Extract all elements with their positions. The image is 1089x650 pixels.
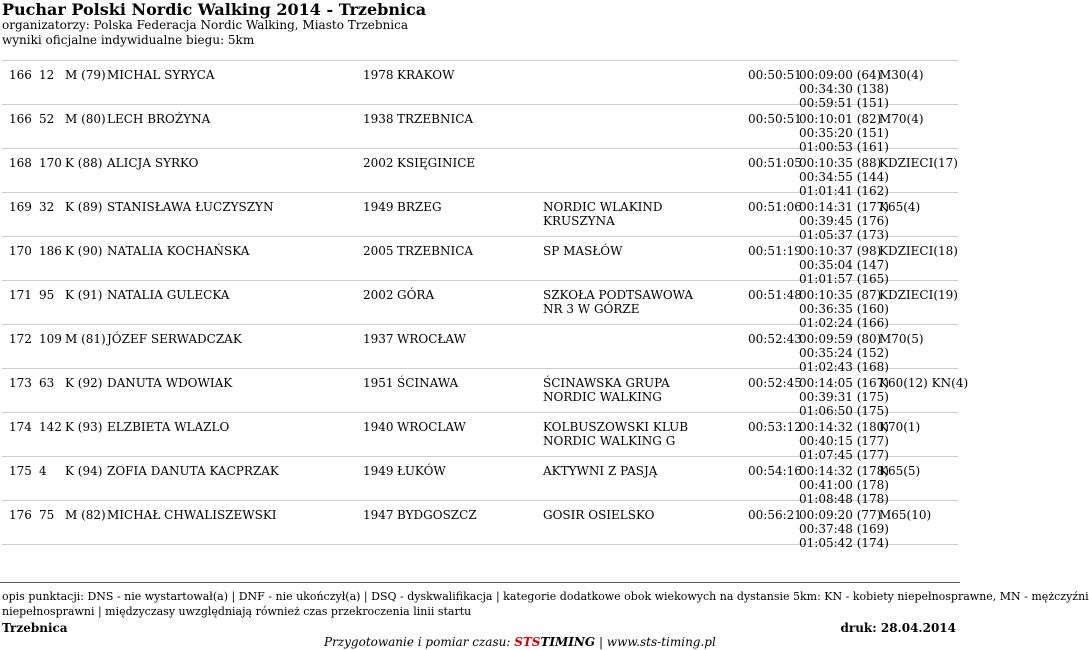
split-times-cell xyxy=(799,244,889,286)
gender-rank-cell: M (79) xyxy=(65,68,106,82)
split-time: 01:07:45 (177) xyxy=(799,448,889,462)
gender-rank-cell: M (82) xyxy=(65,508,106,522)
split-time: 00:09:20 (77) xyxy=(799,508,882,522)
bib-number-cell: 32 xyxy=(39,200,55,214)
city-cell: TRZEBNICA xyxy=(397,244,474,258)
bib-number-cell: 170 xyxy=(39,156,62,170)
runner-name-cell: MICHAŁ CHWALISZEWSKI xyxy=(107,508,277,522)
city-cell: WROCLAW xyxy=(397,420,466,434)
city-cell: KRAKOW xyxy=(397,68,455,82)
bib-number-cell: 63 xyxy=(39,376,55,390)
split-time: 00:10:35 (87) xyxy=(799,288,882,302)
gender-rank-cell: K (94) xyxy=(65,464,103,478)
split-time: 00:59:51 (151) xyxy=(799,96,889,110)
finish-time-cell: 00:53:12 xyxy=(748,420,802,434)
bib-number-cell: 186 xyxy=(39,244,62,258)
club-cell: NORDIC WLAKIND KRUSZYNA xyxy=(543,200,663,228)
split-time: 00:09:59 (80) xyxy=(799,332,882,346)
birth-year-cell: 1937 xyxy=(363,332,394,346)
split-time: 00:35:20 (151) xyxy=(799,126,889,140)
split-time: 00:09:00 (64) xyxy=(799,68,882,82)
runner-name-cell: STANISŁAWA ŁUCZYSZYN xyxy=(107,200,274,214)
birth-year-cell: 2002 xyxy=(363,156,394,170)
footer xyxy=(0,582,1089,649)
table-row xyxy=(2,149,958,198)
birth-year-cell: 1978 xyxy=(363,68,394,82)
age-category-cell: M30(4) xyxy=(879,68,924,82)
split-time: 00:14:32 (178) xyxy=(799,464,889,478)
timing-brand: TIMING xyxy=(540,635,596,649)
runner-name-cell: JÓZEF SERWADCZAK xyxy=(107,332,242,346)
gender-rank-cell: K (91) xyxy=(65,288,103,302)
table-row xyxy=(2,237,958,286)
bib-number-cell: 95 xyxy=(39,288,55,302)
runner-name-cell: ELZBIETA WLAZLO xyxy=(107,420,230,434)
gender-rank-cell: K (89) xyxy=(65,200,103,214)
print-date: druk: 28.04.2014 xyxy=(840,621,956,635)
place-cell: 176 xyxy=(9,508,32,522)
gender-rank-cell: K (90) xyxy=(65,244,103,258)
finish-time-cell: 00:51:19 xyxy=(748,244,802,258)
bib-number-cell: 75 xyxy=(39,508,55,522)
table-row xyxy=(2,501,958,550)
city-cell: WROCŁAW xyxy=(397,332,466,346)
gender-rank-cell: K (93) xyxy=(65,420,103,434)
finish-time-cell: 00:52:45 xyxy=(748,376,802,390)
results-subtitle: wyniki oficjalne indywidualne biegu: 5km xyxy=(2,33,255,47)
club-cell: AKTYWNI Z PASJĄ xyxy=(543,464,658,478)
place-cell: 173 xyxy=(9,376,32,390)
finish-time-cell: 00:50:51 xyxy=(748,112,802,126)
bib-number-cell: 142 xyxy=(39,420,62,434)
city-cell: TRZEBNICA xyxy=(397,112,474,126)
split-time: 00:14:31 (177) xyxy=(799,200,889,214)
split-time: 01:02:43 (168) xyxy=(799,360,889,374)
split-time: 01:05:37 (173) xyxy=(799,228,889,242)
split-time: 00:10:01 (82) xyxy=(799,112,882,126)
split-times-cell xyxy=(799,156,889,198)
bib-number-cell: 52 xyxy=(39,112,55,126)
timing-credit xyxy=(324,635,716,649)
split-time: 00:35:04 (147) xyxy=(799,258,889,272)
birth-year-cell: 1947 xyxy=(363,508,394,522)
bib-number-cell: 4 xyxy=(39,464,47,478)
split-time: 00:10:37 (98) xyxy=(799,244,882,258)
place-cell: 168 xyxy=(9,156,32,170)
birth-year-cell: 1949 xyxy=(363,200,394,214)
runner-name-cell: LECH BROŻYNA xyxy=(107,112,211,126)
club-cell: GOSIR OSIELSKO xyxy=(543,508,655,522)
place-cell: 166 xyxy=(9,112,32,126)
split-time: 00:40:15 (177) xyxy=(799,434,889,448)
split-times-cell xyxy=(799,112,889,154)
split-times-cell xyxy=(799,464,889,506)
age-category-cell: K65(4) xyxy=(879,200,921,214)
results-table xyxy=(2,60,969,550)
split-time: 00:41:00 (178) xyxy=(799,478,889,492)
runner-name-cell: NATALIA GULECKA xyxy=(107,288,230,302)
finish-time-cell: 00:51:06 xyxy=(748,200,802,214)
age-category-cell: KDZIECI(19) xyxy=(879,288,958,302)
birth-year-cell: 2005 xyxy=(363,244,394,258)
split-time: 00:10:35 (88) xyxy=(799,156,882,170)
split-times-cell xyxy=(799,376,889,418)
footer-location: Trzebnica xyxy=(2,621,68,635)
split-time: 01:08:48 (178) xyxy=(799,492,889,506)
split-times-cell xyxy=(799,420,889,462)
age-category-cell: M65(10) xyxy=(879,508,932,522)
scoring-legend: opis punktacji: DNS - nie wystartował(a) | DNF - nie ukończył(a) | DSQ - dyskwalifikacja | kategorie dodatkowe obok wiekowych na dystansie 5km: KN - kobiety niepełnosprawne, MN - mężczyźni xyxy=(2,590,1089,603)
table-row xyxy=(2,369,969,418)
runner-name-cell: DANUTA WDOWIAK xyxy=(107,376,233,390)
birth-year-cell: 1938 xyxy=(363,112,394,126)
table-row xyxy=(2,413,958,462)
scoring-legend-continued: niepełnosprawni | międzyczasy uwzględniają również czas przekroczenia linii startu xyxy=(2,605,472,618)
split-time: 00:39:45 (176) xyxy=(799,214,889,228)
split-time: 00:35:24 (152) xyxy=(799,346,889,360)
bib-number-cell: 109 xyxy=(39,332,62,346)
birth-year-cell: 1940 xyxy=(363,420,394,434)
credit-url: | www.sts-timing.pl xyxy=(595,635,716,649)
table-row xyxy=(2,325,958,374)
place-cell: 174 xyxy=(9,420,32,434)
split-time: 00:37:48 (169) xyxy=(799,522,889,536)
finish-time-cell: 00:51:48 xyxy=(748,288,802,302)
finish-time-cell: 00:54:16 xyxy=(748,464,802,478)
gender-rank-cell: K (88) xyxy=(65,156,103,170)
split-time: 01:05:42 (174) xyxy=(799,536,889,550)
city-cell: KSIĘGINICE xyxy=(397,156,476,170)
runner-name-cell: ZOFIA DANUTA KACPRZAK xyxy=(107,464,279,478)
birth-year-cell: 1951 xyxy=(363,376,394,390)
age-category-cell: M70(5) xyxy=(879,332,924,346)
city-cell: GÓRA xyxy=(397,288,435,302)
place-cell: 170 xyxy=(9,244,32,258)
age-category-cell: K70(1) xyxy=(879,420,921,434)
sts-brand: STS xyxy=(514,635,541,649)
gender-rank-cell: K (92) xyxy=(65,376,103,390)
place-cell: 166 xyxy=(9,68,32,82)
bib-number-cell: 12 xyxy=(39,68,55,82)
club-cell: ŚCINAWSKA GRUPA NORDIC WALKING xyxy=(543,376,670,404)
runner-name-cell: NATALIA KOCHAŃSKA xyxy=(107,244,250,258)
page-title: Puchar Polski Nordic Walking 2014 - Trzebnica xyxy=(2,0,427,19)
gender-rank-cell: M (81) xyxy=(65,332,106,346)
city-cell: ŁUKÓW xyxy=(397,464,446,478)
age-category-cell: M70(4) xyxy=(879,112,924,126)
split-time: 01:00:53 (161) xyxy=(799,140,889,154)
finish-time-cell: 00:50:51 xyxy=(748,68,802,82)
split-time: 00:14:05 (167) xyxy=(799,376,889,390)
split-time: 00:36:35 (160) xyxy=(799,302,889,316)
place-cell: 171 xyxy=(9,288,32,302)
age-category-cell: K65(5) xyxy=(879,464,921,478)
split-times-cell xyxy=(799,200,889,242)
age-category-cell: K60(12) KN(4) xyxy=(879,376,969,390)
split-times-cell xyxy=(799,288,889,330)
runner-name-cell: MICHAL SYRYCA xyxy=(107,68,215,82)
split-time: 00:34:55 (144) xyxy=(799,170,889,184)
runner-name-cell: ALICJA SYRKO xyxy=(107,156,199,170)
table-row xyxy=(2,193,958,242)
age-category-cell: KDZIECI(18) xyxy=(879,244,958,258)
place-cell: 172 xyxy=(9,332,32,346)
table-row xyxy=(2,457,958,506)
club-cell: KOLBUSZOWSKI KLUB NORDIC WALKING G xyxy=(543,420,689,448)
club-cell: SZKOŁA PODTSAWOWA NR 3 W GÓRZE xyxy=(543,288,694,316)
gender-rank-cell: M (80) xyxy=(65,112,106,126)
finish-time-cell: 00:56:21 xyxy=(748,508,802,522)
credit-prefix: Przygotowanie i pomiar czasu: xyxy=(324,635,515,649)
table-row xyxy=(2,61,958,110)
split-times-cell xyxy=(799,508,889,550)
city-cell: BRZEG xyxy=(397,200,442,214)
split-time: 01:01:57 (165) xyxy=(799,272,889,286)
split-times-cell xyxy=(799,68,889,110)
split-time: 00:14:32 (180) xyxy=(799,420,889,434)
table-row xyxy=(2,281,958,330)
finish-time-cell: 00:51:05 xyxy=(748,156,802,170)
organizers-line: organizatorzy: Polska Federacja Nordic Walking, Miasto Trzebnica xyxy=(2,18,409,32)
split-times-cell xyxy=(799,332,889,374)
city-cell: BYDGOSZCZ xyxy=(397,508,477,522)
split-time: 01:06:50 (175) xyxy=(799,404,889,418)
club-cell: SP MASŁÓW xyxy=(543,244,623,258)
split-time: 00:39:31 (175) xyxy=(799,390,889,404)
finish-time-cell: 00:52:43 xyxy=(748,332,802,346)
split-time: 00:34:30 (138) xyxy=(799,82,889,96)
birth-year-cell: 2002 xyxy=(363,288,394,302)
city-cell: ŚCINAWA xyxy=(397,376,459,390)
table-row xyxy=(2,105,958,154)
split-time: 01:01:41 (162) xyxy=(799,184,889,198)
place-cell: 175 xyxy=(9,464,32,478)
age-category-cell: KDZIECI(17) xyxy=(879,156,958,170)
place-cell: 169 xyxy=(9,200,32,214)
birth-year-cell: 1949 xyxy=(363,464,394,478)
split-time: 01:02:24 (166) xyxy=(799,316,889,330)
